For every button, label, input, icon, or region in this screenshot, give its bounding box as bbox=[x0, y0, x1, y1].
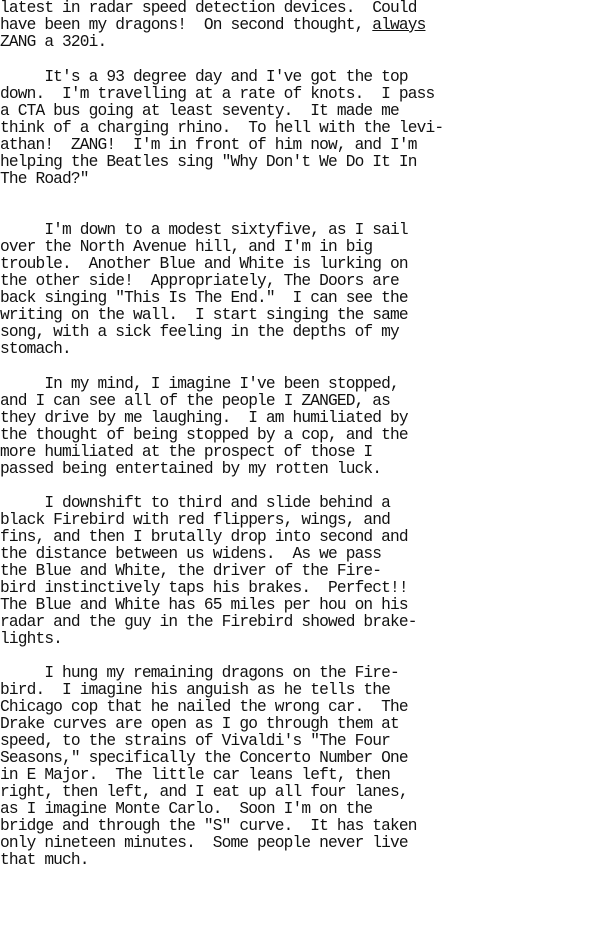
text-line: in E Major. The little car leans left, then bbox=[0, 766, 391, 784]
text-line: It's a 93 degree day and I've got the top bbox=[0, 68, 408, 86]
text-line: Chicago cop that he nailed the wrong car. The bbox=[0, 698, 408, 716]
text-line: black Firebird with red flippers, wings, and bbox=[0, 511, 391, 529]
text-line: a CTA bus going at least seventy. It made me bbox=[0, 102, 399, 120]
text-line: I downshift to third and slide behind a bbox=[0, 494, 391, 512]
text-line: bird. I imagine his anguish as he tells the bbox=[0, 681, 391, 699]
text-line: the distance between us widens. As we pass bbox=[0, 545, 382, 563]
text-line: the other side! Appropriately, The Doors are bbox=[0, 272, 399, 290]
text-line: writing on the wall. I start singing the same bbox=[0, 306, 408, 324]
text-line: bird instinctively taps his brakes. Perfect!! bbox=[0, 579, 408, 597]
text-line: The Blue and White has 65 miles per hou on his bbox=[0, 596, 408, 614]
text-line: down. I'm travelling at a rate of knots. I pass bbox=[0, 85, 435, 103]
text-line: Drake curves are open as I go through them at bbox=[0, 715, 399, 733]
text-line: speed, to the strains of Vivaldi's "The Four bbox=[0, 732, 391, 750]
text-line: radar and the guy in the Firebird showed brake- bbox=[0, 613, 417, 631]
text-line: the thought of being stopped by a cop, and the bbox=[0, 426, 408, 444]
text-line: think of a charging rhino. To hell with the levi- bbox=[0, 119, 444, 137]
text-line: The Road?" bbox=[0, 170, 89, 188]
text-line: they drive by me laughing. I am humiliated by bbox=[0, 409, 408, 427]
text-line: bridge and through the "S" curve. It has taken bbox=[0, 817, 417, 835]
text-line: fins, and then I brutally drop into second and bbox=[0, 528, 408, 546]
text-line: over the North Avenue hill, and I'm in big bbox=[0, 238, 373, 256]
text-line: back singing "This Is The End." I can see the bbox=[0, 289, 408, 307]
text-line: I hung my remaining dragons on the Fire- bbox=[0, 664, 399, 682]
text-line: ZANG a 320i. bbox=[0, 33, 107, 51]
text-line: helping the Beatles sing "Why Don't We Do It In bbox=[0, 153, 417, 171]
text-line: stomach. bbox=[0, 340, 71, 358]
text-line: and I can see all of the people I ZANGED, as bbox=[0, 392, 391, 410]
text-line: song, with a sick feeling in the depths of my bbox=[0, 323, 399, 341]
text-line: that much. bbox=[0, 851, 89, 869]
text-line: the Blue and White, the driver of the Fire- bbox=[0, 562, 382, 580]
underlined-word: always bbox=[372, 16, 426, 34]
text-line-segment: have been my dragons! On second thought, bbox=[0, 16, 373, 34]
text-line: passed being entertained by my rotten luck. bbox=[0, 460, 382, 478]
text-line: athan! ZANG! I'm in front of him now, and I'm bbox=[0, 136, 417, 154]
text-line: latest in radar speed detection devices. Could bbox=[0, 0, 417, 17]
text-line: as I imagine Monte Carlo. Soon I'm on the bbox=[0, 800, 373, 818]
text-line: only nineteen minutes. Some people never live bbox=[0, 834, 408, 852]
text-line: more humiliated at the prospect of those I bbox=[0, 443, 373, 461]
text-line: Seasons," specifically the Concerto Number One bbox=[0, 749, 408, 767]
text-line: In my mind, I imagine I've been stopped, bbox=[0, 375, 399, 393]
text-line: lights. bbox=[0, 630, 63, 648]
text-line: I'm down to a modest sixtyfive, as I sail bbox=[0, 221, 408, 239]
text-line: trouble. Another Blue and White is lurking on bbox=[0, 255, 408, 273]
text-line: right, then left, and I eat up all four lanes, bbox=[0, 783, 408, 801]
text-line bbox=[0, 17, 425, 34]
